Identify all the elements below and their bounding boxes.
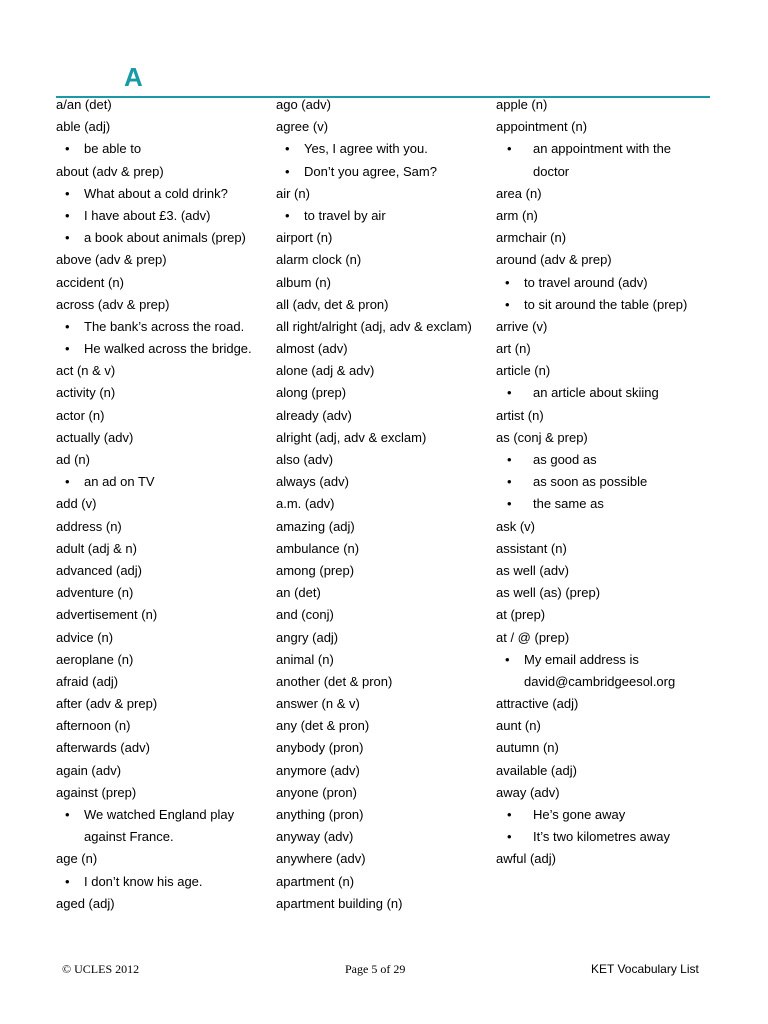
- headword-entry: anyway (adv): [276, 829, 354, 845]
- headword-entry: afraid (adj): [56, 673, 119, 689]
- example-item: [496, 804, 710, 826]
- example-text: be able to: [84, 141, 142, 157]
- example-item: [56, 338, 271, 360]
- headword-entry: at (prep): [496, 607, 546, 623]
- headword-entry: among (prep): [276, 562, 355, 578]
- headword-entry: aunt (n): [496, 718, 541, 734]
- headword-entry: aged (adj): [56, 895, 115, 911]
- headword-entry: any (det & pron): [276, 718, 370, 734]
- headword-entry: advanced (adj): [56, 562, 142, 578]
- bullet-icon: •: [65, 474, 70, 490]
- headword-entry: able (adj): [56, 119, 111, 135]
- headword-entry: activity (n): [56, 385, 116, 401]
- bullet-icon: •: [285, 163, 290, 179]
- headword-entry: appointment (n): [496, 119, 588, 135]
- headword-entry: alarm clock (n): [276, 252, 362, 268]
- headword-entry: as well (as) (prep): [496, 585, 601, 601]
- headword-entry: another (det & pron): [276, 673, 393, 689]
- example-item: [496, 493, 710, 515]
- headword-entry: artist (n): [496, 407, 544, 423]
- headword-entry: and (conj): [276, 607, 334, 623]
- example-item: [496, 382, 710, 404]
- example-item: [56, 471, 271, 493]
- bullet-icon: •: [65, 141, 70, 157]
- headword-entry: angry (adj): [276, 629, 339, 645]
- headword-entry: advertisement (n): [56, 607, 158, 623]
- bullet-icon: •: [507, 452, 512, 467]
- headword-entry: adult (adj & n): [56, 540, 137, 556]
- headword-entry: all right/alright (adj, adv & exclam): [276, 318, 472, 334]
- bullet-icon: •: [285, 141, 290, 157]
- bullet-icon: •: [507, 496, 512, 512]
- headword-entry: anybody (pron): [276, 740, 364, 756]
- headword-entry: adventure (n): [56, 585, 134, 601]
- example-text: to travel around (adv): [524, 274, 648, 290]
- example-item: [496, 294, 710, 316]
- example-item: [276, 205, 491, 227]
- bullet-icon: •: [507, 807, 512, 822]
- headword-entry: agree (v): [276, 119, 329, 135]
- bullet-icon: •: [65, 873, 70, 889]
- headword-entry: all (adv, det & pron): [276, 296, 389, 312]
- example-text: I don’t know his age.: [84, 873, 203, 889]
- headword-entry: apple (n): [496, 97, 548, 112]
- headword-entry: ask (v): [496, 518, 535, 534]
- example-text: to sit around the table (prep): [524, 296, 688, 312]
- headword-entry: anywhere (adv): [276, 851, 366, 867]
- headword-entry: an (det): [276, 585, 321, 601]
- headword-entry: afterwards (adv): [56, 740, 150, 756]
- example-text: a book about animals (prep): [84, 230, 246, 246]
- bullet-icon: •: [505, 651, 510, 667]
- example-text: What about a cold drink?: [84, 185, 228, 201]
- example-item: [56, 871, 271, 893]
- headword-entry: around (adv & prep): [496, 252, 612, 268]
- example-item: [56, 205, 271, 227]
- headword-entry: actor (n): [56, 407, 105, 423]
- example-item: [56, 316, 271, 338]
- headword-entry: act (n & v): [56, 363, 116, 379]
- headword-entry: a/an (det): [56, 97, 112, 112]
- headword-entry: at / @ (prep): [496, 629, 570, 645]
- example-continuation: david@cambridgeesol.org: [524, 673, 676, 689]
- headword-entry: advice (n): [56, 629, 114, 645]
- bullet-icon: •: [507, 385, 512, 401]
- headword-entry: arrive (v): [496, 318, 548, 334]
- footer-copyright: © UCLES 2012: [62, 962, 140, 976]
- example-continuation: against France.: [84, 829, 174, 845]
- headword-entry: animal (n): [276, 651, 334, 667]
- bullet-icon: •: [505, 274, 510, 290]
- headword-entry: apartment building (n): [276, 895, 403, 911]
- example-text: as good as: [533, 452, 597, 467]
- example-item: [56, 227, 271, 249]
- column-2: [276, 94, 491, 915]
- example-text: an appointment with the: [533, 141, 672, 157]
- headword-entry: answer (n & v): [276, 696, 360, 712]
- headword-entry: article (n): [496, 363, 551, 379]
- headword-entry: awful (adj): [496, 851, 556, 867]
- headword-entry: also (adv): [276, 452, 334, 467]
- headword-entry: anything (pron): [276, 807, 364, 822]
- example-text: I have about £3. (adv): [84, 207, 211, 223]
- example-text: He walked across the bridge.: [84, 341, 252, 357]
- headword-entry: afternoon (n): [56, 718, 131, 734]
- bullet-icon: •: [505, 296, 510, 312]
- headword-entry: alright (adj, adv & exclam): [276, 429, 427, 445]
- bullet-icon: •: [507, 829, 512, 845]
- headword-entry: air (n): [276, 185, 310, 201]
- headword-entry: accident (n): [56, 274, 124, 290]
- example-text: My email address is: [524, 651, 639, 667]
- headword-entry: about (adv & prep): [56, 163, 164, 179]
- bullet-icon: •: [65, 230, 70, 246]
- headword-entry: always (adv): [276, 474, 349, 490]
- headword-entry: anyone (pron): [276, 784, 357, 800]
- example-text: to travel by air: [304, 207, 386, 223]
- footer-page-number: Page 5 of 29: [345, 962, 406, 976]
- column-3: [496, 94, 710, 871]
- example-text: We watched England play: [84, 807, 235, 822]
- example-text: He’s gone away: [533, 807, 626, 822]
- example-item: [496, 826, 710, 848]
- bullet-icon: •: [65, 341, 70, 357]
- headword-entry: aeroplane (n): [56, 651, 134, 667]
- headword-entry: actually (adv): [56, 429, 134, 445]
- footer-doc-title: KET Vocabulary List: [591, 962, 699, 976]
- bullet-icon: •: [285, 207, 290, 223]
- headword-entry: area (n): [496, 185, 542, 201]
- headword-entry: attractive (adj): [496, 696, 579, 712]
- example-text: an ad on TV: [84, 474, 155, 490]
- example-item: [56, 138, 271, 160]
- headword-entry: alone (adj & adv): [276, 363, 375, 379]
- headword-entry: against (prep): [56, 784, 137, 800]
- headword-entry: as (conj & prep): [496, 429, 588, 445]
- bullet-icon: •: [65, 207, 70, 223]
- headword-entry: arm (n): [496, 207, 538, 223]
- headword-entry: available (adj): [496, 762, 577, 778]
- headword-entry: away (adv): [496, 784, 560, 800]
- headword-entry: across (adv & prep): [56, 296, 170, 312]
- headword-entry: airport (n): [276, 230, 333, 246]
- headword-entry: after (adv & prep): [56, 696, 158, 712]
- headword-entry: already (adv): [276, 407, 352, 423]
- example-text: as soon as possible: [533, 474, 648, 490]
- example-text: The bank’s across the road.: [84, 318, 245, 334]
- example-text: an article about skiing: [533, 385, 659, 401]
- example-item: [276, 161, 491, 183]
- headword-entry: anymore (adv): [276, 762, 360, 778]
- headword-entry: almost (adv): [276, 341, 348, 357]
- headword-entry: album (n): [276, 274, 331, 290]
- example-text: It’s two kilometres away: [533, 829, 671, 845]
- headword-entry: amazing (adj): [276, 518, 355, 534]
- headword-entry: apartment (n): [276, 873, 355, 889]
- example-item: [496, 272, 710, 294]
- example-item: [496, 138, 710, 160]
- column-1: [56, 94, 271, 915]
- section-letter: A: [124, 62, 143, 92]
- headword-entry: add (v): [56, 496, 97, 512]
- example-item: [56, 804, 271, 826]
- example-item: [276, 138, 491, 160]
- example-item: [56, 183, 271, 205]
- bullet-icon: •: [507, 141, 512, 157]
- headword-entry: along (prep): [276, 385, 347, 401]
- bullet-icon: •: [65, 185, 70, 201]
- headword-entry: armchair (n): [496, 230, 567, 246]
- example-item: [496, 449, 710, 471]
- bullet-icon: •: [507, 474, 512, 490]
- headword-entry: address (n): [56, 518, 122, 534]
- headword-entry: autumn (n): [496, 740, 559, 756]
- example-text: Yes, I agree with you.: [304, 141, 428, 157]
- example-text: the same as: [533, 496, 604, 512]
- headword-entry: assistant (n): [496, 540, 567, 556]
- headword-entry: ad (n): [56, 452, 90, 467]
- example-item: [496, 649, 710, 671]
- headword-entry: age (n): [56, 851, 98, 867]
- headword-entry: above (adv & prep): [56, 252, 167, 268]
- headword-entry: art (n): [496, 341, 531, 357]
- example-item: [496, 471, 710, 493]
- example-text: Don’t you agree, Sam?: [304, 163, 437, 179]
- headword-entry: again (adv): [56, 762, 122, 778]
- headword-entry: ago (adv): [276, 97, 331, 112]
- headword-entry: a.m. (adv): [276, 496, 335, 512]
- bullet-icon: •: [65, 318, 70, 334]
- headword-entry: ambulance (n): [276, 540, 360, 556]
- bullet-icon: •: [65, 807, 70, 822]
- headword-entry: as well (adv): [496, 562, 569, 578]
- example-continuation: doctor: [533, 163, 570, 179]
